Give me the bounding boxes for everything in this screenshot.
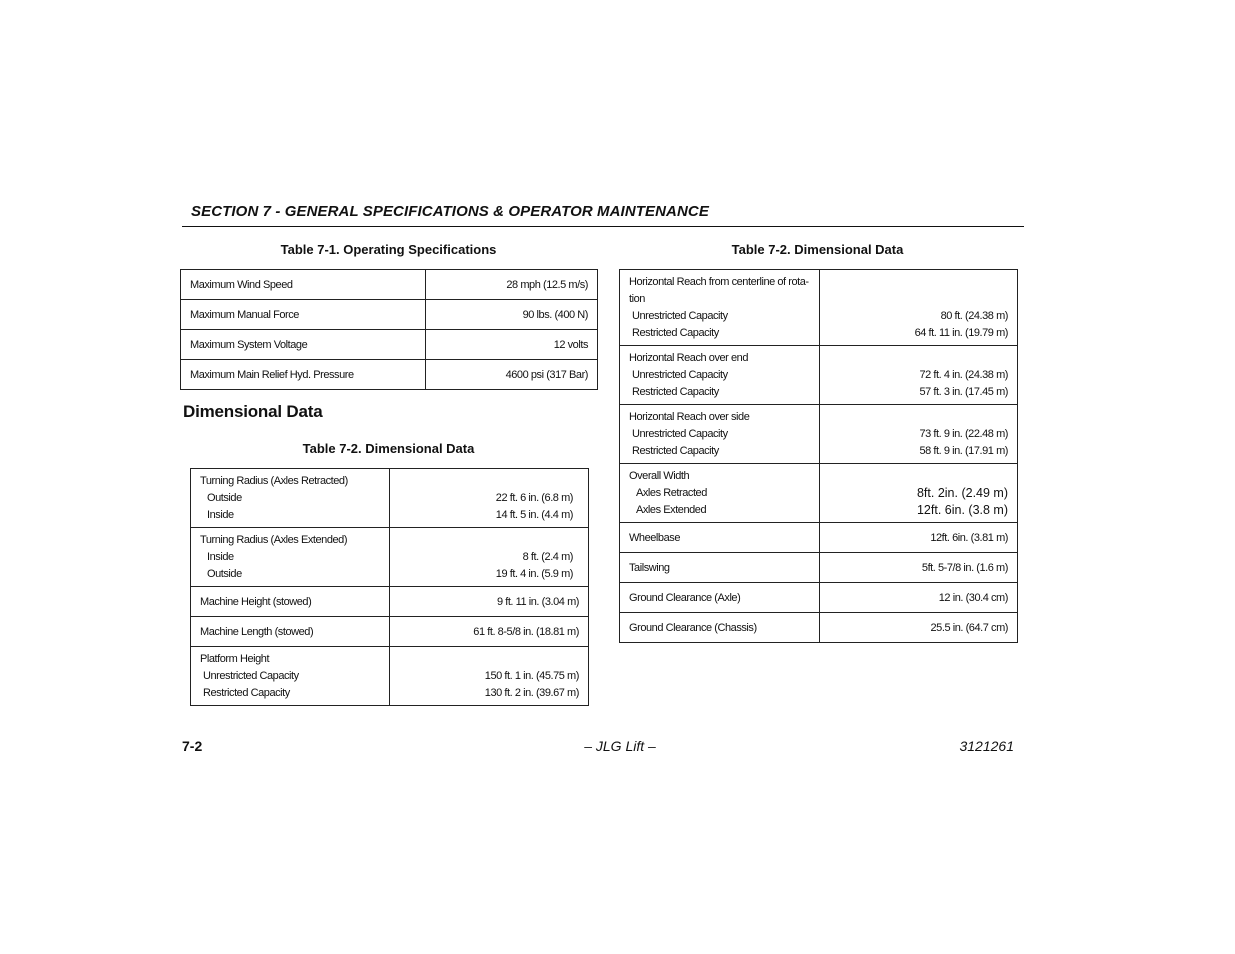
table-row xyxy=(620,405,1018,464)
dimensional-data-table-left xyxy=(190,468,589,706)
dim-title: Wheelbase xyxy=(620,523,820,553)
dim-value: 19 ft. 4 in. (5.9 m) xyxy=(495,568,573,580)
dim-value-cell xyxy=(820,405,1018,464)
dim-value: 150 ft. 1 in. (45.75 m) xyxy=(484,670,579,682)
dim-title: Machine Length (stowed) xyxy=(191,617,390,647)
dim-value: 14 ft. 5 in. (4.4 m) xyxy=(495,509,573,521)
table-row xyxy=(620,346,1018,405)
dim-value: 9 ft. 11 in. (3.04 m) xyxy=(390,587,589,617)
dim-sub: Axles Retracted xyxy=(636,487,707,499)
spec-label: Maximum Main Relief Hyd. Pressure xyxy=(181,360,426,390)
dim-value-cell xyxy=(390,647,589,706)
table-row xyxy=(191,528,589,587)
dim-title-cont: tion xyxy=(629,293,645,305)
dim-title: Turning Radius (Axles Extended) xyxy=(200,534,348,546)
dim-value: 12ft. 6in. (3.81 m) xyxy=(820,523,1018,553)
dim-value-cell xyxy=(390,469,589,528)
spec-value: 4600 psi (317 Bar) xyxy=(426,360,598,390)
dim-value: 80 ft. (24.38 m) xyxy=(940,310,1008,322)
dim-value: 12ft. 6in. (3.8 m) xyxy=(916,503,1008,517)
table-7-2-left-caption: Table 7-2. Dimensional Data xyxy=(302,441,475,456)
dim-value: 130 ft. 2 in. (39.67 m) xyxy=(484,687,579,699)
dim-value: 61 ft. 8-5/8 in. (18.81 m) xyxy=(390,617,589,647)
dim-sub: Axles Extended xyxy=(636,504,707,516)
table-row xyxy=(191,587,589,617)
dim-label-cell xyxy=(191,528,390,587)
dim-label-cell xyxy=(191,469,390,528)
table-row xyxy=(181,360,598,390)
table-row xyxy=(191,469,589,528)
table-row xyxy=(191,617,589,647)
footer-center-text: – JLG Lift – xyxy=(584,738,656,754)
dim-value: 64 ft. 11 in. (19.79 m) xyxy=(914,327,1008,339)
table-row xyxy=(620,613,1018,643)
dim-title: Horizontal Reach over end xyxy=(629,352,748,364)
spec-label: Maximum Manual Force xyxy=(181,300,426,330)
dim-title: Ground Clearance (Chassis) xyxy=(620,613,820,643)
dim-title: Horizontal Reach from centerline of rota- xyxy=(629,276,809,288)
spec-value: 28 mph (12.5 m/s) xyxy=(426,270,598,300)
dim-label-cell xyxy=(620,464,820,523)
operating-specifications-table xyxy=(180,269,598,390)
dim-title: Machine Height (stowed) xyxy=(191,587,390,617)
dim-sub: Restricted Capacity xyxy=(632,445,719,457)
dim-title: Ground Clearance (Axle) xyxy=(620,583,820,613)
dim-value: 5ft. 5-7/8 in. (1.6 m) xyxy=(820,553,1018,583)
table-row xyxy=(620,270,1018,346)
dim-value-cell xyxy=(820,346,1018,405)
table-row xyxy=(181,300,598,330)
dim-title: Platform Height xyxy=(200,653,270,665)
spec-label: Maximum System Voltage xyxy=(181,330,426,360)
dim-sub: Restricted Capacity xyxy=(632,386,719,398)
dim-value: 57 ft. 3 in. (17.45 m) xyxy=(919,386,1008,398)
spec-value: 90 lbs. (400 N) xyxy=(426,300,598,330)
dim-value: 72 ft. 4 in. (24.38 m) xyxy=(919,369,1008,381)
table-7-2-right-caption: Table 7-2. Dimensional Data xyxy=(731,242,904,257)
table-7-1-caption: Table 7-1. Operating Specifications xyxy=(280,242,497,257)
dim-title: Tailswing xyxy=(620,553,820,583)
dim-value-cell xyxy=(820,464,1018,523)
dim-value: 73 ft. 9 in. (22.48 m) xyxy=(919,428,1008,440)
table-row xyxy=(181,270,598,300)
dim-sub: Restricted Capacity xyxy=(203,687,290,699)
spec-value: 12 volts xyxy=(426,330,598,360)
table-row xyxy=(191,647,589,706)
table-row xyxy=(620,464,1018,523)
dim-title: Horizontal Reach over side xyxy=(629,411,750,423)
dim-sub: Unrestricted Capacity xyxy=(632,428,728,440)
spec-label: Maximum Wind Speed xyxy=(181,270,426,300)
dim-sub: Unrestricted Capacity xyxy=(632,369,728,381)
table-row xyxy=(181,330,598,360)
section-title: SECTION 7 - GENERAL SPECIFICATIONS & OPERATOR MAINTENANCE xyxy=(191,203,709,220)
table-row xyxy=(620,553,1018,583)
dimensional-data-heading: Dimensional Data xyxy=(183,402,323,421)
dim-sub: Inside xyxy=(207,509,234,521)
page-number: 7-2 xyxy=(182,738,203,754)
dim-value: 58 ft. 9 in. (17.91 m) xyxy=(919,445,1008,457)
dim-sub: Unrestricted Capacity xyxy=(632,310,728,322)
dim-sub: Inside xyxy=(207,551,234,563)
dim-value: 25.5 in. (64.7 cm) xyxy=(820,613,1018,643)
dim-value-cell xyxy=(390,528,589,587)
dim-label-cell xyxy=(620,346,820,405)
dimensional-data-table-right xyxy=(619,269,1018,643)
dim-value: 8ft. 2in. (2.49 m) xyxy=(916,486,1008,500)
dim-sub: Outside xyxy=(207,492,242,504)
document-number: 3121261 xyxy=(959,738,1014,754)
dim-sub: Restricted Capacity xyxy=(632,327,719,339)
dim-value-cell xyxy=(820,270,1018,346)
dim-sub: Unrestricted Capacity xyxy=(203,670,299,682)
dim-value: 12 in. (30.4 cm) xyxy=(820,583,1018,613)
table-row xyxy=(620,583,1018,613)
dim-label-cell xyxy=(191,647,390,706)
header-rule xyxy=(182,226,1024,227)
dim-value: 8 ft. (2.4 m) xyxy=(522,551,573,563)
dim-value: 22 ft. 6 in. (6.8 m) xyxy=(495,492,573,504)
dim-sub: Outside xyxy=(207,568,242,580)
dim-label-cell xyxy=(620,405,820,464)
dim-title: Overall Width xyxy=(629,470,690,482)
table-row xyxy=(620,523,1018,553)
dim-label-cell xyxy=(620,270,820,346)
dim-title: Turning Radius (Axles Retracted) xyxy=(200,475,348,487)
